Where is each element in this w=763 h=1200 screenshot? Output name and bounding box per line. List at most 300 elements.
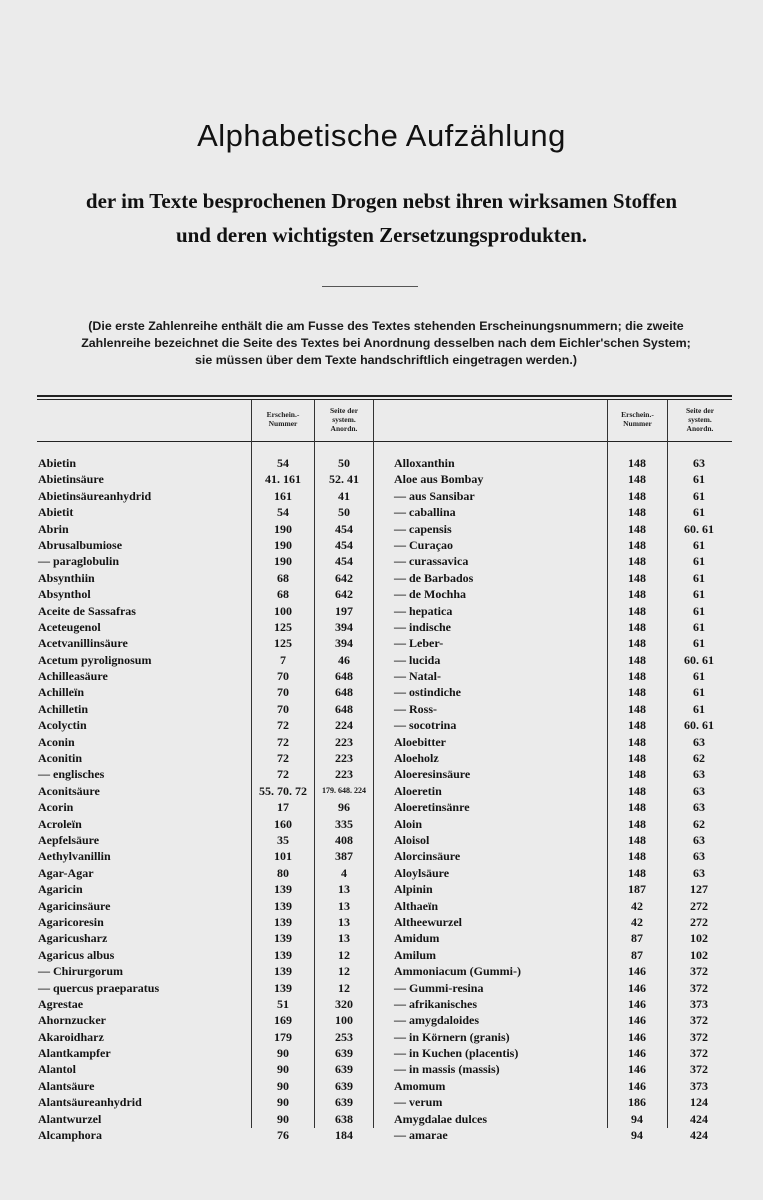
left-page-number: 454 bbox=[335, 521, 353, 536]
left-erschein-number: 54 bbox=[277, 456, 289, 470]
right-erschein-number: 148 bbox=[628, 734, 646, 749]
right-erschein-number: 148 bbox=[628, 718, 646, 733]
table-row bbox=[0, 1012, 763, 1028]
left-erschein-number: 70 bbox=[277, 685, 289, 700]
right-page-number: 372 bbox=[690, 1013, 708, 1028]
table-row bbox=[0, 734, 763, 750]
table-row bbox=[0, 930, 763, 946]
left-page-number: 454 bbox=[335, 554, 353, 569]
left-entry-name: Alcamphora bbox=[38, 1128, 102, 1143]
left-erschein-number: 139 bbox=[274, 931, 292, 946]
table-row bbox=[0, 652, 763, 668]
note-line: sie müssen über dem Texte handschriftlich eingetragen werden.) bbox=[195, 353, 577, 367]
table-header-rule bbox=[37, 441, 732, 442]
right-entry-name: Ammoniacum (Gummi-) bbox=[394, 964, 521, 979]
right-erschein-number: 148 bbox=[628, 554, 646, 569]
right-erschein-number: 148 bbox=[628, 701, 646, 716]
right-page-number: 63 bbox=[693, 734, 705, 749]
left-page-number: 394 bbox=[335, 619, 353, 634]
left-page-number: 639 bbox=[335, 1078, 353, 1093]
right-erschein-number: 148 bbox=[628, 652, 646, 667]
left-entry-name: Agaricin bbox=[38, 882, 83, 897]
right-entry-name: — verum bbox=[394, 1095, 443, 1110]
right-entry-name: — aus Sansibar bbox=[394, 488, 475, 503]
right-erschein-number: 148 bbox=[628, 537, 646, 552]
left-entry-name: Abietin bbox=[38, 456, 77, 470]
right-page-number: 61 bbox=[693, 472, 705, 487]
right-entry-name: — caballina bbox=[394, 505, 456, 520]
right-entry-name: Amilum bbox=[394, 947, 436, 962]
right-page-number: 372 bbox=[690, 1062, 708, 1077]
table-top-rule-thin bbox=[37, 399, 732, 400]
left-erschein-number: 80 bbox=[277, 865, 289, 880]
right-erschein-number: 148 bbox=[628, 849, 646, 864]
left-entry-name: Achilleïn bbox=[38, 685, 85, 700]
right-page-number: 63 bbox=[693, 456, 705, 470]
left-entry-name: Aceite de Sassafras bbox=[38, 603, 136, 618]
right-erschein-number: 146 bbox=[628, 1062, 646, 1077]
left-page-number: 642 bbox=[335, 587, 353, 602]
right-erschein-number: 148 bbox=[628, 636, 646, 651]
right-page-number: 373 bbox=[690, 1078, 708, 1093]
subtitle-line: und deren wichtigsten Zersetzungsprodukten. bbox=[175, 223, 588, 247]
left-page-number: 638 bbox=[335, 1111, 353, 1126]
left-entry-name: Alantol bbox=[38, 1062, 77, 1077]
left-page-number: 179. 648. 224 bbox=[322, 785, 366, 795]
right-page-number: 61 bbox=[693, 570, 705, 585]
left-page-number: 12 bbox=[338, 947, 350, 962]
table-row bbox=[0, 521, 763, 537]
left-entry-name: Abietinsäureanhydrid bbox=[38, 488, 152, 503]
table-row bbox=[0, 586, 763, 602]
right-erschein-number: 186 bbox=[628, 1095, 646, 1110]
left-entry-name: Absynthol bbox=[38, 587, 91, 602]
right-entry-name: — in Körnern (granis) bbox=[394, 1029, 510, 1044]
left-page-number: 41 bbox=[338, 488, 350, 503]
left-entry-name: Agaricoresin bbox=[38, 914, 104, 929]
left-erschein-number: 41. 161 bbox=[265, 472, 301, 487]
right-entry-name: — hepatica bbox=[394, 603, 453, 618]
right-erschein-number: 146 bbox=[628, 1078, 646, 1093]
right-page-number: 102 bbox=[690, 947, 708, 962]
right-erschein-number: 148 bbox=[628, 456, 646, 470]
right-page-number: 272 bbox=[690, 898, 708, 913]
left-page-number: 320 bbox=[335, 996, 353, 1011]
left-erschein-number: 70 bbox=[277, 669, 289, 684]
right-entry-name: — Natal- bbox=[394, 669, 441, 684]
left-page-number: 223 bbox=[335, 767, 353, 782]
left-entry-name: Acorin bbox=[38, 800, 74, 815]
left-erschein-number: 139 bbox=[274, 914, 292, 929]
left-erschein-number: 90 bbox=[277, 1062, 289, 1077]
table-row bbox=[0, 881, 763, 897]
right-erschein-number: 146 bbox=[628, 996, 646, 1011]
left-erschein-number: 7 bbox=[280, 652, 286, 667]
note-line: (Die erste Zahlenreihe enthält die am Fusse des Textes stehenden Erscheinungsnummern; die zweite bbox=[88, 319, 684, 333]
left-page-number: 12 bbox=[338, 964, 350, 979]
left-entry-name: Ahornzucker bbox=[38, 1013, 106, 1028]
right-erschein-number: 87 bbox=[631, 947, 643, 962]
right-page-number: 63 bbox=[693, 783, 705, 798]
left-entry-name: Acetvanillinsäure bbox=[38, 636, 128, 651]
right-entry-name: Aloe aus Bombay bbox=[394, 472, 484, 487]
right-page-number: 61 bbox=[693, 537, 705, 552]
left-erschein-number: 125 bbox=[274, 619, 292, 634]
left-erschein-number: 100 bbox=[274, 603, 292, 618]
left-entry-name: Abrin bbox=[38, 521, 69, 536]
right-entry-name: — Leber- bbox=[394, 636, 444, 651]
table-row bbox=[0, 996, 763, 1012]
subtitle-line: der im Texte besprochenen Drogen nebst ihren wirksamen Stoffen bbox=[85, 189, 678, 213]
right-page-number: 61 bbox=[693, 669, 705, 684]
explanatory-note bbox=[30, 318, 742, 369]
left-entry-name: Aethylvanillin bbox=[38, 849, 111, 864]
right-erschein-number: 148 bbox=[628, 603, 646, 618]
table-row bbox=[0, 1094, 763, 1110]
left-erschein-number: 101 bbox=[274, 849, 292, 864]
left-entry-name: — paraglobulin bbox=[38, 554, 120, 569]
left-page-number: 12 bbox=[338, 980, 350, 995]
right-page-number: 61 bbox=[693, 603, 705, 618]
right-erschein-number: 148 bbox=[628, 685, 646, 700]
table-row bbox=[0, 1127, 763, 1143]
left-entry-name: Alantsäureanhydrid bbox=[38, 1095, 142, 1110]
table-row bbox=[0, 537, 763, 553]
right-erschein-number: 94 bbox=[631, 1111, 643, 1126]
left-entry-name: Aconitsäure bbox=[38, 783, 100, 798]
table-row bbox=[0, 1061, 763, 1077]
right-erschein-number: 148 bbox=[628, 505, 646, 520]
table-row bbox=[0, 947, 763, 963]
left-entry-name: — englisches bbox=[38, 767, 105, 782]
right-erschein-number: 146 bbox=[628, 1046, 646, 1061]
right-page-number: 373 bbox=[690, 996, 708, 1011]
table-row bbox=[0, 455, 763, 471]
left-erschein-number: 70 bbox=[277, 701, 289, 716]
right-page-number: 60. 61 bbox=[684, 718, 714, 733]
right-entry-name: Aloeretin bbox=[394, 783, 442, 798]
right-entry-name: — lucida bbox=[394, 652, 441, 667]
table-row bbox=[0, 701, 763, 717]
right-page-number: 127 bbox=[690, 882, 708, 897]
right-page-number: 372 bbox=[690, 964, 708, 979]
right-entry-name: — indische bbox=[394, 619, 452, 634]
right-page-number: 61 bbox=[693, 701, 705, 716]
right-page-number: 372 bbox=[690, 1046, 708, 1061]
right-page-number: 61 bbox=[693, 505, 705, 520]
right-erschein-number: 148 bbox=[628, 570, 646, 585]
left-page-number: 46 bbox=[338, 652, 350, 667]
right-erschein-number: 148 bbox=[628, 587, 646, 602]
right-page-number: 63 bbox=[693, 800, 705, 815]
left-entry-name: Aconitin bbox=[38, 751, 83, 766]
right-page-number: 63 bbox=[693, 767, 705, 782]
table-row bbox=[0, 816, 763, 832]
right-entry-name: — in massis (massis) bbox=[394, 1062, 500, 1077]
header-seite-left: Seite der system. Anordn. bbox=[329, 406, 359, 433]
right-erschein-number: 187 bbox=[628, 882, 646, 897]
left-erschein-number: 179 bbox=[274, 1029, 292, 1044]
right-page-number: 60. 61 bbox=[684, 521, 714, 536]
right-page-number: 272 bbox=[690, 914, 708, 929]
left-page-number: 96 bbox=[338, 800, 350, 815]
left-page-number: 253 bbox=[335, 1029, 353, 1044]
left-erschein-number: 68 bbox=[277, 587, 289, 602]
left-erschein-number: 90 bbox=[277, 1078, 289, 1093]
right-erschein-number: 148 bbox=[628, 669, 646, 684]
right-entry-name: — amygdaloides bbox=[394, 1013, 480, 1028]
left-page-number: 50 bbox=[338, 505, 350, 520]
right-erschein-number: 148 bbox=[628, 619, 646, 634]
table-row bbox=[0, 553, 763, 569]
left-entry-name: Achilleasäure bbox=[38, 669, 108, 684]
table-row bbox=[0, 488, 763, 504]
right-erschein-number: 146 bbox=[628, 964, 646, 979]
left-entry-name: Alantwurzel bbox=[38, 1111, 102, 1126]
left-page-number: 648 bbox=[335, 701, 353, 716]
right-entry-name: Amomum bbox=[394, 1078, 446, 1093]
left-erschein-number: 169 bbox=[274, 1013, 292, 1028]
right-entry-name: Althaeïn bbox=[394, 898, 439, 913]
right-page-number: 372 bbox=[690, 980, 708, 995]
left-page-number: 639 bbox=[335, 1095, 353, 1110]
left-erschein-number: 51 bbox=[277, 996, 289, 1011]
right-entry-name: Aloylsäure bbox=[394, 865, 450, 880]
header-seite-right: Seite der system. Anordn. bbox=[685, 406, 715, 433]
left-entry-name: Absynthiin bbox=[38, 570, 95, 585]
left-entry-name: Acetum pyrolignosum bbox=[38, 652, 152, 667]
left-erschein-number: 125 bbox=[274, 636, 292, 651]
left-page-number: 394 bbox=[335, 636, 353, 651]
right-page-number: 63 bbox=[693, 865, 705, 880]
right-erschein-number: 148 bbox=[628, 751, 646, 766]
left-page-number: 13 bbox=[338, 914, 350, 929]
table-row bbox=[0, 668, 763, 684]
table-row bbox=[0, 898, 763, 914]
right-erschein-number: 148 bbox=[628, 816, 646, 831]
left-entry-name: Acroleïn bbox=[38, 816, 82, 831]
left-erschein-number: 161 bbox=[274, 488, 292, 503]
left-erschein-number: 139 bbox=[274, 947, 292, 962]
left-erschein-number: 35 bbox=[277, 832, 289, 847]
right-erschein-number: 148 bbox=[628, 783, 646, 798]
right-page-number: 62 bbox=[693, 816, 705, 831]
left-entry-name: Agar-Agar bbox=[38, 865, 94, 880]
right-erschein-number: 148 bbox=[628, 832, 646, 847]
left-page-number: 648 bbox=[335, 685, 353, 700]
right-page-number: 63 bbox=[693, 832, 705, 847]
right-entry-name: — in Kuchen (placentis) bbox=[394, 1046, 519, 1061]
left-entry-name: Alantsäure bbox=[38, 1078, 95, 1093]
right-entry-name: — Gummi-resina bbox=[394, 980, 484, 995]
left-erschein-number: 17 bbox=[277, 800, 289, 815]
left-page-number: 639 bbox=[335, 1062, 353, 1077]
table-row bbox=[0, 783, 763, 799]
left-entry-name: Agaricinsäure bbox=[38, 898, 111, 913]
right-entry-name: Alloxanthin bbox=[394, 456, 455, 470]
right-erschein-number: 148 bbox=[628, 521, 646, 536]
right-page-number: 61 bbox=[693, 619, 705, 634]
right-entry-name: Alpinin bbox=[394, 882, 433, 897]
left-page-number: 454 bbox=[335, 537, 353, 552]
table-row bbox=[0, 963, 763, 979]
right-page-number: 61 bbox=[693, 554, 705, 569]
table-top-rule bbox=[37, 395, 732, 397]
right-entry-name: Alorcinsäure bbox=[394, 849, 461, 864]
right-erschein-number: 42 bbox=[631, 914, 643, 929]
right-erschein-number: 148 bbox=[628, 472, 646, 487]
right-entry-name: — capensis bbox=[394, 521, 452, 536]
table-row bbox=[0, 914, 763, 930]
right-entry-name: — Curaçao bbox=[394, 537, 453, 552]
table-row bbox=[0, 766, 763, 782]
right-entry-name: Aloisol bbox=[394, 832, 430, 847]
left-entry-name: Agaricusharz bbox=[38, 931, 108, 946]
table-row bbox=[0, 1111, 763, 1127]
left-page-number: 639 bbox=[335, 1046, 353, 1061]
table-row bbox=[0, 471, 763, 487]
left-entry-name: Abrusalbumiose bbox=[38, 537, 123, 552]
header-erschein-left: Erschein.- Nummer bbox=[266, 410, 300, 428]
right-erschein-number: 148 bbox=[628, 767, 646, 782]
left-erschein-number: 90 bbox=[277, 1111, 289, 1126]
right-erschein-number: 148 bbox=[628, 800, 646, 815]
left-entry-name: Abietit bbox=[38, 505, 74, 520]
right-erschein-number: 146 bbox=[628, 1013, 646, 1028]
right-page-number: 62 bbox=[693, 751, 705, 766]
left-page-number: 223 bbox=[335, 734, 353, 749]
left-page-number: 100 bbox=[335, 1013, 353, 1028]
note-line: Zahlenreihe bezeichnet die Seite des Textes bei Anordnung desselben nach dem Eichler'schen System; bbox=[81, 336, 691, 350]
right-erschein-number: 87 bbox=[631, 931, 643, 946]
table-row bbox=[0, 1029, 763, 1045]
left-erschein-number: 68 bbox=[277, 570, 289, 585]
left-erschein-number: 139 bbox=[274, 964, 292, 979]
left-entry-name: Aepfelsäure bbox=[38, 832, 100, 847]
table-row bbox=[0, 684, 763, 700]
left-entry-name: Agrestae bbox=[38, 996, 84, 1011]
right-entry-name: — Ross- bbox=[394, 701, 438, 716]
left-erschein-number: 190 bbox=[274, 554, 292, 569]
page-title: Alphabetische Aufzählung bbox=[197, 118, 566, 153]
right-page-number: 61 bbox=[693, 685, 705, 700]
table-row bbox=[0, 619, 763, 635]
right-entry-name: Altheewurzel bbox=[394, 914, 462, 929]
left-page-number: 648 bbox=[335, 669, 353, 684]
left-page-number: 223 bbox=[335, 751, 353, 766]
left-erschein-number: 72 bbox=[277, 751, 289, 766]
left-erschein-number: 90 bbox=[277, 1046, 289, 1061]
right-page-number: 63 bbox=[693, 849, 705, 864]
left-entry-name: — quercus praeparatus bbox=[38, 980, 160, 995]
left-entry-name: Akaroidharz bbox=[38, 1029, 104, 1044]
right-erschein-number: 42 bbox=[631, 898, 643, 913]
right-page-number: 61 bbox=[693, 587, 705, 602]
left-page-number: 387 bbox=[335, 849, 353, 864]
left-erschein-number: 190 bbox=[274, 537, 292, 552]
right-entry-name: Amidum bbox=[394, 931, 440, 946]
right-page-number: 424 bbox=[690, 1111, 708, 1126]
table-row bbox=[0, 504, 763, 520]
right-page-number: 424 bbox=[690, 1128, 708, 1143]
left-entry-name: Agaricus albus bbox=[38, 947, 115, 962]
right-page-number: 124 bbox=[690, 1095, 708, 1110]
table-row bbox=[0, 832, 763, 848]
right-entry-name: — de Mochha bbox=[394, 587, 466, 602]
right-page-number: 102 bbox=[690, 931, 708, 946]
left-erschein-number: 139 bbox=[274, 898, 292, 913]
left-page-number: 13 bbox=[338, 882, 350, 897]
table-row bbox=[0, 848, 763, 864]
left-entry-name: — Chirurgorum bbox=[38, 964, 123, 979]
table-row bbox=[0, 799, 763, 815]
table-row bbox=[0, 603, 763, 619]
right-page-number: 61 bbox=[693, 488, 705, 503]
right-entry-name: Amygdalae dulces bbox=[394, 1111, 487, 1126]
right-entry-name: — ostindiche bbox=[394, 685, 462, 700]
subtitle bbox=[0, 184, 763, 252]
right-erschein-number: 94 bbox=[631, 1128, 643, 1143]
left-page-number: 335 bbox=[335, 816, 353, 831]
left-erschein-number: 72 bbox=[277, 767, 289, 782]
right-entry-name: — amarae bbox=[394, 1128, 448, 1143]
table-row bbox=[0, 980, 763, 996]
right-entry-name: Aloeretinsänre bbox=[394, 800, 470, 815]
right-erschein-number: 146 bbox=[628, 1029, 646, 1044]
left-entry-name: Aceteugenol bbox=[38, 619, 101, 634]
table-row bbox=[0, 570, 763, 586]
index-rows bbox=[0, 455, 763, 1143]
left-erschein-number: 190 bbox=[274, 521, 292, 536]
left-entry-name: Abietinsäure bbox=[38, 472, 104, 487]
left-page-number: 13 bbox=[338, 898, 350, 913]
left-erschein-number: 54 bbox=[277, 505, 289, 520]
right-page-number: 61 bbox=[693, 636, 705, 651]
right-page-number: 372 bbox=[690, 1029, 708, 1044]
left-page-number: 184 bbox=[335, 1128, 353, 1143]
right-entry-name: — curassavica bbox=[394, 554, 469, 569]
left-entry-name: Acolyctin bbox=[38, 718, 87, 733]
header-erschein-right: Erschein.- Nummer bbox=[621, 410, 654, 428]
right-page-number: 60. 61 bbox=[684, 652, 714, 667]
left-erschein-number: 76 bbox=[277, 1128, 289, 1143]
right-entry-name: — socotrina bbox=[394, 718, 457, 733]
left-erschein-number: 139 bbox=[274, 882, 292, 897]
left-page-number: 408 bbox=[335, 832, 353, 847]
right-entry-name: Aloeholz bbox=[394, 751, 439, 766]
table-row bbox=[0, 635, 763, 651]
left-erschein-number: 90 bbox=[277, 1095, 289, 1110]
right-erschein-number: 148 bbox=[628, 865, 646, 880]
left-erschein-number: 72 bbox=[277, 718, 289, 733]
table-row bbox=[0, 750, 763, 766]
table-row bbox=[0, 1078, 763, 1094]
left-page-number: 13 bbox=[338, 931, 350, 946]
table-row bbox=[0, 717, 763, 733]
left-page-number: 4 bbox=[341, 865, 347, 880]
right-entry-name: Aloeresinsäure bbox=[394, 767, 471, 782]
left-page-number: 224 bbox=[335, 718, 353, 733]
decorative-rule bbox=[322, 286, 418, 287]
right-entry-name: — de Barbados bbox=[394, 570, 474, 585]
table-row bbox=[0, 865, 763, 881]
left-erschein-number: 160 bbox=[274, 816, 292, 831]
left-entry-name: Achilletin bbox=[38, 701, 88, 716]
left-entry-name: Alantkampfer bbox=[38, 1046, 111, 1061]
right-entry-name: Aloebitter bbox=[394, 734, 446, 749]
right-entry-name: Aloin bbox=[394, 816, 423, 831]
left-entry-name: Aconin bbox=[38, 734, 75, 749]
